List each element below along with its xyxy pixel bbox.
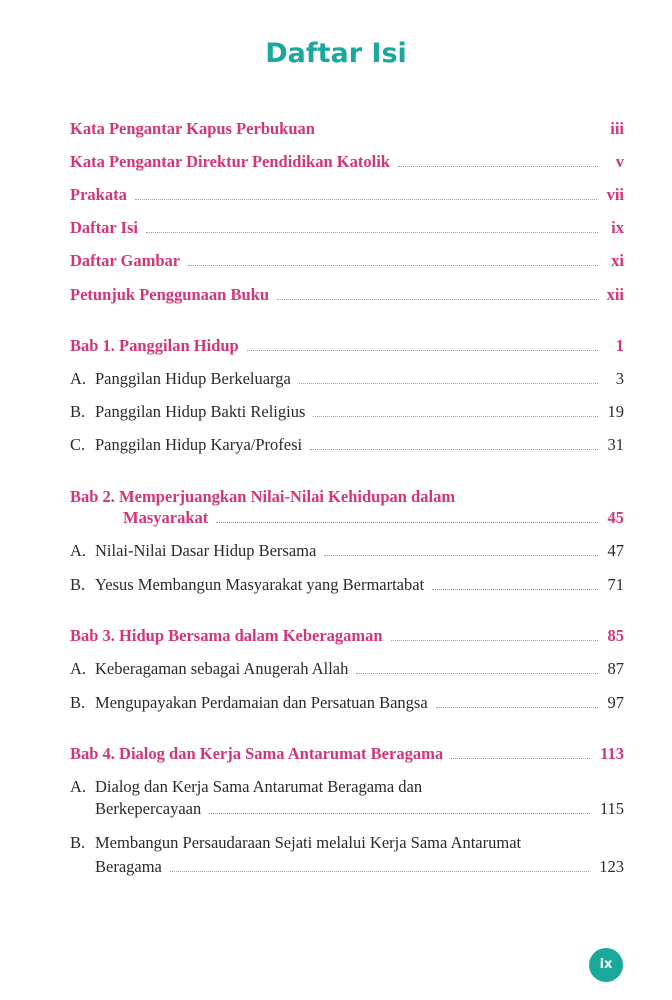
toc-entry-label: Prakata [70,185,127,204]
toc-subentry-line1[interactable] [70,833,521,853]
toc-entry-front[interactable] [70,185,624,205]
toc-chapter-title: Bab 3. Hidup Bersama dalam Keberagaman [70,626,383,645]
toc-entry-page: xi [611,251,624,270]
dot-leader [299,382,598,384]
dot-leader [277,298,597,300]
dot-leader [146,231,598,233]
subentry-label: Membangun Persaudaraan Sejati melalui Kerja Sama Antarumat [95,833,522,852]
toc-chapter-title-line1[interactable]: Bab 2. Memperjuangkan Nilai-Nilai Kehidupan dalam [70,487,456,506]
subentry-page: 31 [607,435,624,454]
page-title: Daftar Isi [265,38,407,69]
subentry-page: 87 [607,659,624,678]
subentry-letter: A. [70,659,87,678]
subentry-label: Panggilan Hidup Bakti Religius [95,402,306,421]
dot-leader [432,588,597,590]
dot-leader [356,672,597,674]
toc-entry-front[interactable] [70,218,624,238]
page-number-badge: ix [589,948,623,982]
toc-entry-label: Petunjuk Penggunaan Buku [70,285,269,304]
toc-entry-page: xii [606,285,624,304]
toc-entry-page: vii [606,185,624,204]
subentry-label: Panggilan Hidup Berkeluarga [95,369,291,388]
toc-entry-page: ix [611,218,624,237]
dot-leader [451,757,590,759]
dot-leader [313,415,597,417]
toc-chapter-title: Bab 1. Panggilan Hidup [70,336,239,355]
subentry-label: Nilai-Nilai Dasar Hidup Bersama [95,541,317,560]
dot-leader [391,639,598,641]
subentry-letter: A. [70,541,87,560]
toc-chapter-page: 1 [615,336,624,355]
dot-leader [436,706,598,708]
toc-chapter-page: 85 [607,626,624,645]
subentry-label: Berkepercayaan [95,799,202,818]
subentry-label: Beragama [95,857,162,876]
toc-subentry[interactable] [95,857,624,877]
dot-leader [310,448,597,450]
toc-chapter-4[interactable] [70,744,624,764]
toc-chapter-2[interactable] [123,508,624,528]
toc-subentry[interactable] [70,435,624,455]
subentry-letter: C. [70,435,86,454]
toc-entry-page: iii [610,119,624,138]
toc-entry-front[interactable] [70,251,624,271]
toc-subentry[interactable] [70,693,624,713]
toc-entry-front[interactable] [70,119,624,139]
subentry-page: 115 [599,799,624,818]
subentry-page: 123 [599,857,624,876]
subentry-page: 19 [607,402,624,421]
toc-subentry[interactable] [70,659,624,679]
subentry-letter: B. [70,693,86,712]
subentry-page: 3 [615,369,624,388]
toc-subentry[interactable] [70,369,624,389]
subentry-letter: B. [70,575,86,594]
toc-subentry[interactable] [70,402,624,422]
subentry-page: 97 [607,693,624,712]
dot-leader [247,349,598,351]
toc-subentry[interactable] [70,575,624,595]
toc-chapter-title: Bab 4. Dialog dan Kerja Sama Antarumat Beragama [70,744,444,763]
subentry-page: 47 [607,541,624,560]
toc-chapter-page: 45 [607,508,624,527]
subentry-label: Mengupayakan Perdamaian dan Persatuan Bangsa [95,693,428,712]
dot-leader [188,264,598,266]
toc-chapter-3[interactable] [70,626,624,646]
subentry-page: 71 [607,575,624,594]
toc-entry-label: Daftar Isi [70,218,138,237]
dot-leader [135,198,597,200]
toc-entry-label: Kata Pengantar Direktur Pendidikan Katolik [70,152,390,171]
subentry-label: Panggilan Hidup Karya/Profesi [95,435,303,454]
subentry-letter: A. [70,369,87,388]
subentry-letter: A. [70,777,87,796]
dot-leader [209,812,590,814]
toc-entry-label: Kata Pengantar Kapus Perbukuan [70,119,315,138]
toc-subentry[interactable] [70,541,624,561]
dot-leader [323,133,598,134]
toc-chapter-page: 113 [600,744,624,763]
toc-chapter-title: Masyarakat [123,508,209,527]
toc-entry-front[interactable] [70,152,624,172]
toc-entry-front[interactable] [70,285,624,305]
subentry-letter: B. [70,402,86,421]
dot-leader [398,165,598,167]
dot-leader [170,870,589,872]
toc-subentry-line1[interactable] [70,777,422,797]
toc-subentry[interactable] [95,799,624,819]
subentry-label: Yesus Membangun Masyarakat yang Bermartabat [95,575,425,594]
subentry-label: Keberagaman sebagai Anugerah Allah [95,659,349,678]
dot-leader [216,521,597,523]
toc-entry-page: v [615,152,624,171]
toc-entry-label: Daftar Gambar [70,251,181,270]
toc-chapter-1[interactable] [70,336,624,356]
subentry-letter: B. [70,833,86,852]
subentry-label: Dialog dan Kerja Sama Antarumat Beragama dan [95,777,423,796]
dot-leader [324,554,597,556]
